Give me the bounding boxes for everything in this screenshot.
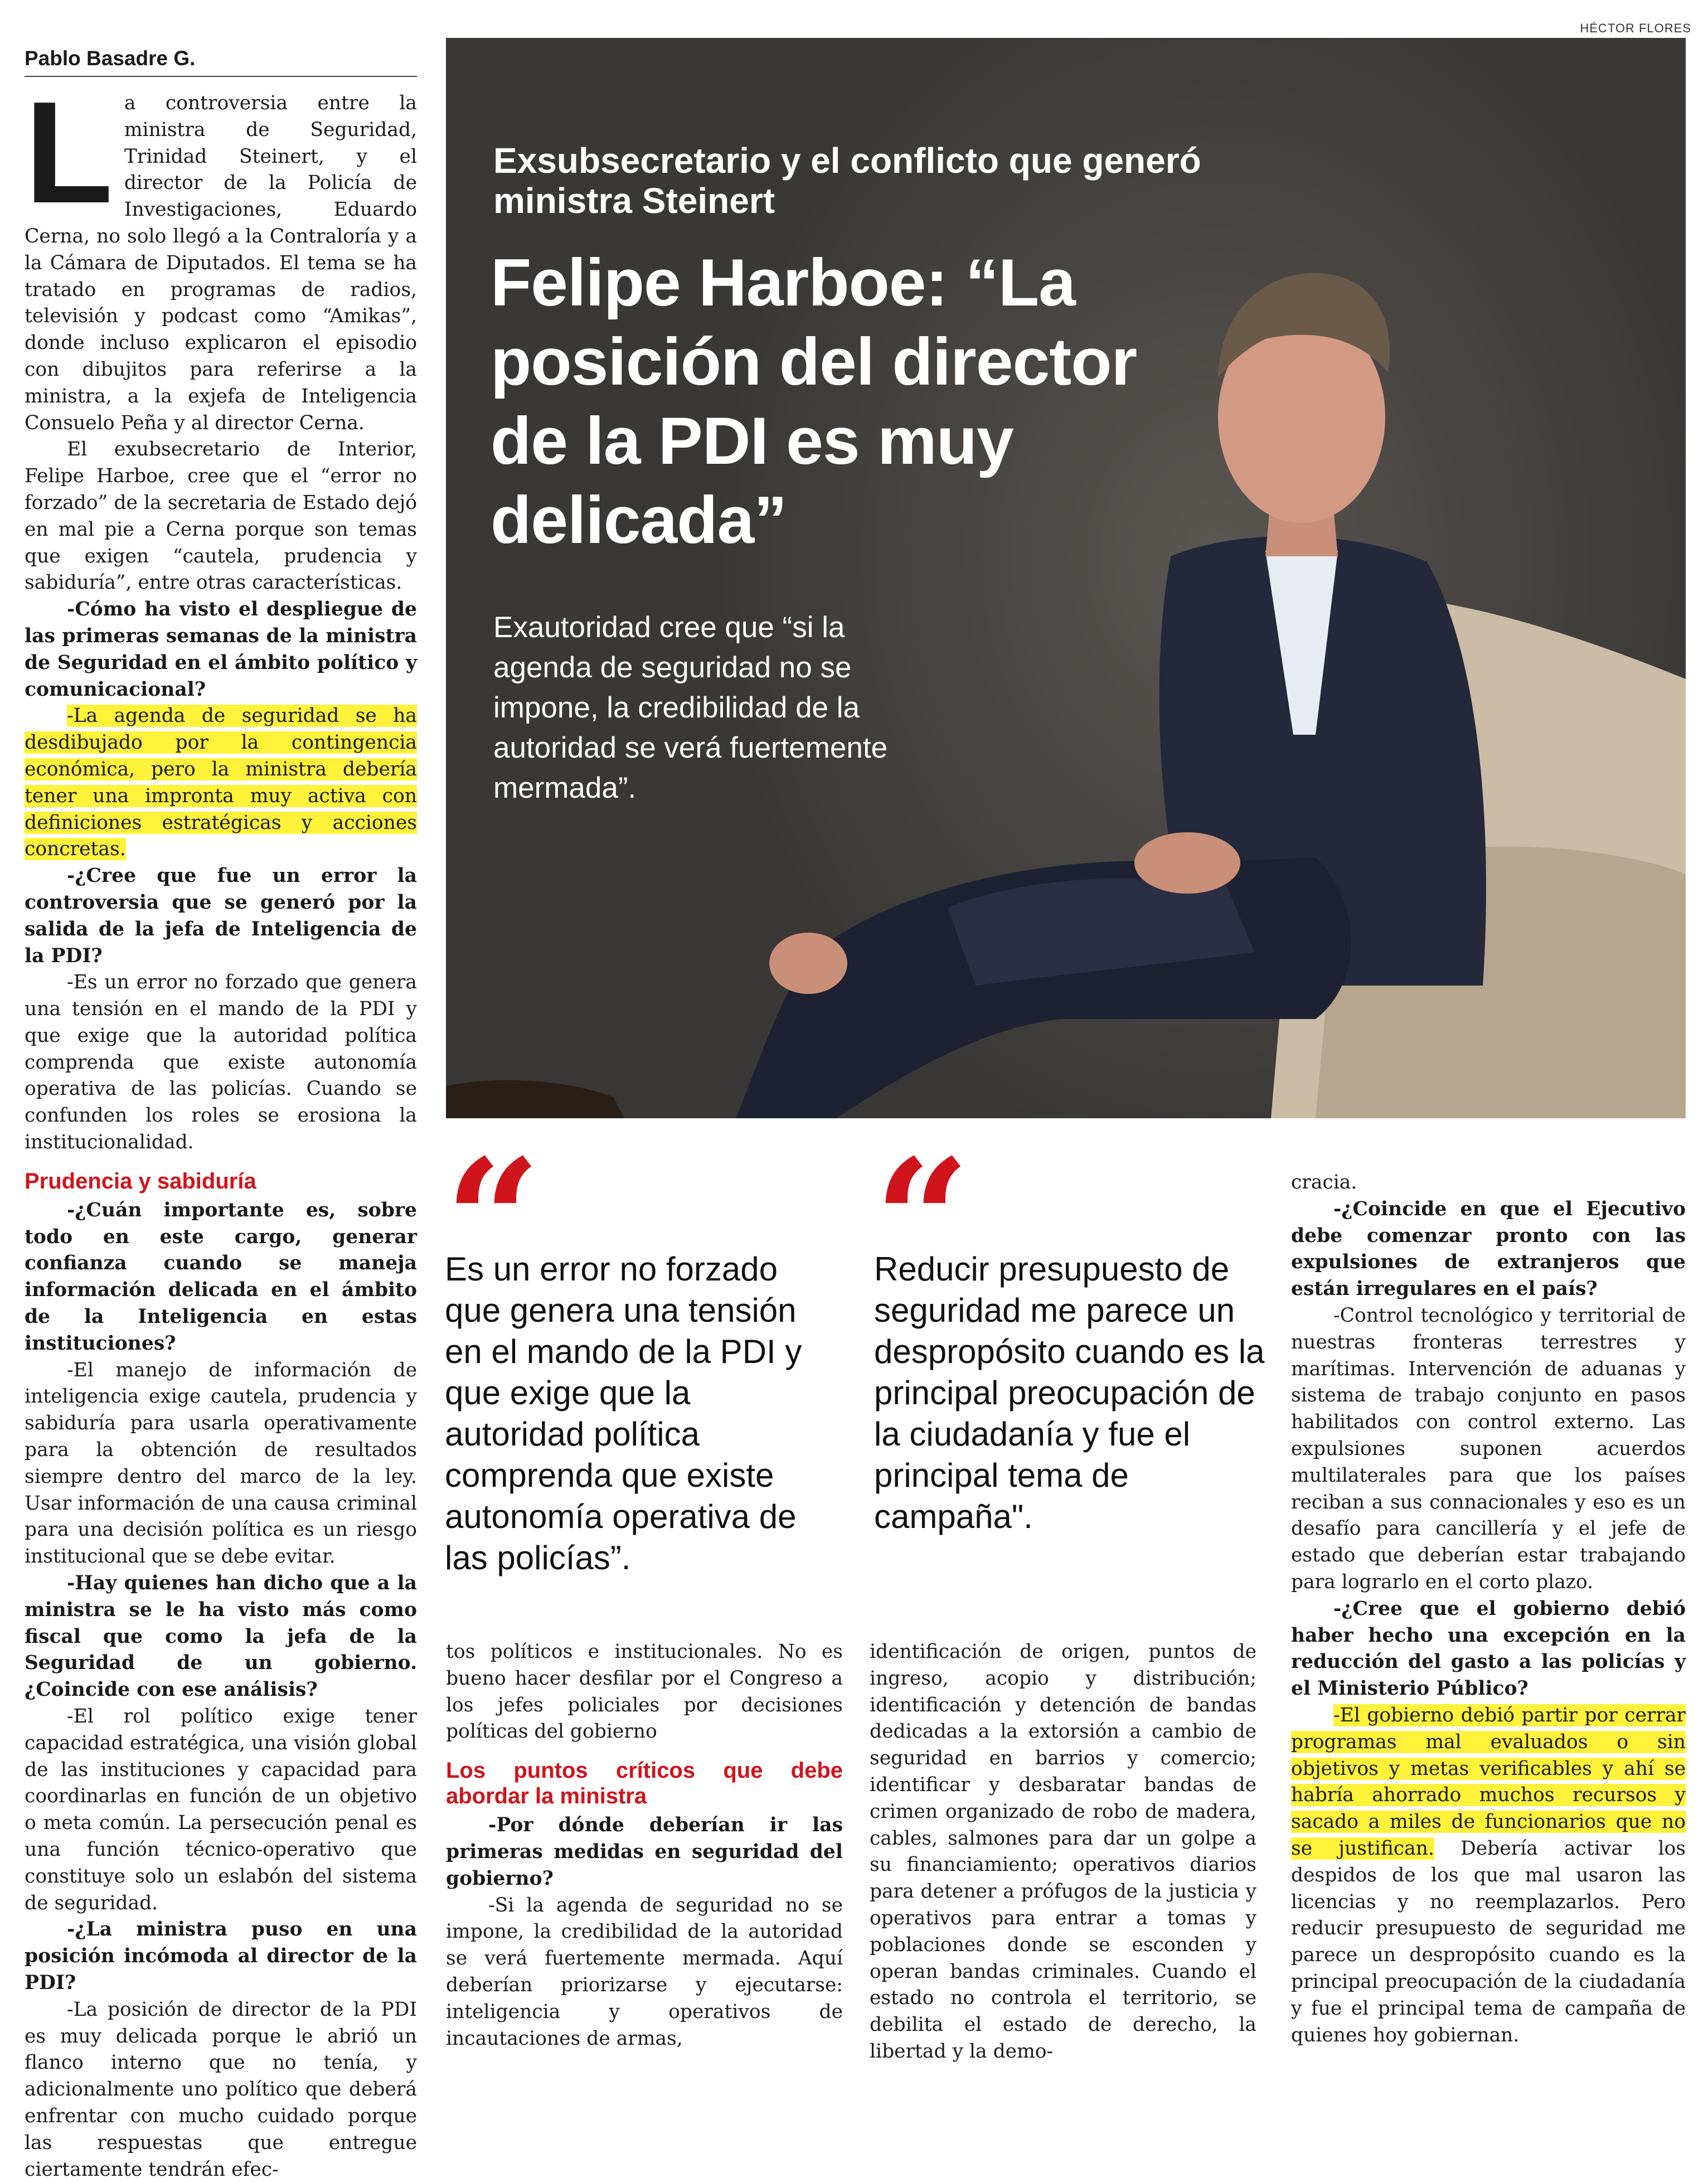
question: -Por dónde deberían ir las primeras medidas en seguridad del gobierno? (446, 1814, 843, 1890)
pull-quote-1 (445, 1122, 835, 1579)
pull-quote-text: Es un error no forzado que genera una tensión en el mando de la PDI y que exige que la autoridad política comprenda que existe autonomía operativa de las policías”. (445, 1250, 802, 1576)
paragraph: identificación de origen, puntos de ingreso, acopio y distribución; identificación y detención de bandas dedicadas a la extorsión a cambio de seguridad en barrios y comercio; identificar y desbaratar bandas de crimen organizado de robo de madera, cables, salmones para dar un golpe a su financiamiento; operativos diarios para detener a prófugos de la justicia y operativos para entrar a tomas y poblaciones donde se esconden y operan bandas criminales. Cuando el estado no controla el territorio, se debilita el estado de derecho, la libertad y la demo- (870, 1641, 1256, 2063)
question: -¿Cree que fue un error la controversia que se generó por la salida de la jefa de Inteligencia de la PDI? (25, 865, 417, 967)
pull-quote-2 (874, 1122, 1275, 1537)
paragraph: tos políticos e institucionales. No es bueno hacer desfilar por el Congreso a los jefes policiales por decisiones políticas del gobierno (446, 1641, 843, 1743)
subhead: Prudencia y sabiduría (25, 1168, 256, 1194)
question: -¿La ministra puso en una posición incómoda al director de la PDI? (25, 1918, 417, 1994)
headline: Felipe Harboe: “La posición del director de la PDI es muy delicada” (491, 245, 1137, 557)
question: -¿Cuán importante es, sobre todo en este cargo, generar confianza cuando se maneja información delicada en el ámbito de la Inteligencia en estas instituciones? (25, 1199, 417, 1355)
answer: -El manejo de información de inteligencia exige cautela, prudencia y sabiduría para usarla operativamente para la obtención de resultados siempre dentro del marco de la ley. Usar información de una causa criminal para una decisión política es un riesgo institucional que se debe evitar. (25, 1359, 417, 1568)
paragraph: a controversia entre la ministra de Seguridad, Trinidad Steinert, y el director de la Policía de Investigaciones, Eduardo Cerna, no solo llegó a la Contraloría y a la Cámara de Diputados. El tema se ha tratado en programas de radios, televisión y podcast como “Amikas”, donde incluso explicaron el episodio con dibujitos para referirse a la ministra, a la exjefa de Inteligencia Consuelo Peña y al director Cerna. (25, 92, 417, 434)
answer (25, 703, 417, 863)
drop-cap: L (25, 72, 113, 234)
answer: -Es un error no forzado que genera una tensión en el mando de la PDI y que exige que la autoridad política comprenda que existe autonomía operativa de las policías. Cuando se confunden los roles se erosiona la institucionalidad. (25, 971, 417, 1154)
answer: -Si la agenda de seguridad no se impone, la credibilidad de la autoridad se verá fuertemente mermada. Aquí deberían priorizarse y ejecutarse: inteligencia y operativos de incautaciones de armas, (446, 1894, 843, 2050)
question: -Cómo ha visto el despliegue de las primeras semanas de la ministra de Seguridad en el ámbito político y comunicacional? (25, 598, 417, 701)
answer (1291, 1702, 1686, 2049)
photo-credit: HÉCTOR FLORES (1580, 21, 1691, 35)
deck: Exautoridad cree que “si la agenda de seguridad no se impone, la credibilidad de la autoridad se verá fuertemente mermada”. (493, 611, 888, 804)
answer: -Control tecnológico y territorial de nuestras fronteras terrestres y marítimas. Intervención de aduanas y sistema de trabajo conjunto en pasos habilitados con control externo. Las expulsiones suponen acuerdos multilaterales para que los países reciban a sus connacionales y eso es un desafío para cancillería y el jefe de estado que deberían estar trabajando para lograrlo en el corto plazo. (1291, 1304, 1686, 1593)
column-1 (25, 72, 417, 2183)
column-4 (1291, 1170, 1686, 2049)
highlighted-answer: -El gobierno debió partir por cerrar programas mal evaluados o sin objetivos y metas verificables y ahí se habría ahorrado muchos recursos y sacado a miles de funcionarios que no se justifican. (1291, 1704, 1686, 1860)
question: -¿Coincide en que el Ejecutivo debe comenzar pronto con las expulsiones de extranjeros que están irregulares en el país? (1291, 1197, 1686, 1301)
question: -¿Cree que el gobierno debió haber hecho una excepción en la reducción del gasto a las policías y el Ministerio Público? (1291, 1597, 1686, 1700)
answer: -La posición de director de la PDI es muy delicada porque le abrió un flanco interno que no tenía, y adicionalmente uno político que deberá enfrentar con mucho cuidado porque las respuestas que entregue ciertamente tendrán efec- (25, 1998, 417, 2181)
answer: -El rol político exige tener capacidad estratégica, una visión global de las instituciones y capacidad para coordinarlas en función de un objetivo o meta común. La persecución penal es una función técnico-operativo que constituye solo un eslabón del sistema de seguridad. (25, 1705, 417, 1914)
byline: Pablo Basadre G. (25, 47, 417, 77)
question: -Hay quienes han dicho que a la ministra se le ha visto más como fiscal que como la jefa de la Seguridad de un gobierno. ¿Coincide con ese análisis? (25, 1572, 417, 1701)
paragraph: El exubsecretario de Interior, Felipe Harboe, cree que el “error no forzado” de la secretaria de Estado dejó en mal pie a Cerna porque son temas que exigen “cautela, prudencia y sabiduría”, entre otras características. (25, 438, 417, 594)
subhead: Los puntos críticos que debe abordar la ministra (446, 1758, 843, 1809)
answer-continuation: Debería activar los despidos de los que mal usaron las licencias y no reemplazarlos. Pero reducir presupuesto de seguridad me parece un despropósito cuando es la principal preocupación de la ciudadanía y fue el principal tema de campaña de quienes hoy gobiernan. (1291, 1837, 1686, 2046)
pull-quote-text: Reducir presupuesto de seguridad me parece un despropósito cuando es la principal preocupación de la ciudadanía y fue el principal tema de campaña". (874, 1250, 1265, 1535)
column-3 (870, 1639, 1256, 2065)
column-2 (446, 1639, 843, 2052)
quote-mark-icon: “ (445, 1122, 541, 1319)
highlighted-answer: -La agenda de seguridad se ha desdibujado por la contingencia económica, pero la ministra debería tener una impronta muy activa con definiciones estratégicas y acciones concretas. (25, 705, 417, 861)
paragraph: cracia. (1291, 1171, 1357, 1194)
quote-mark-icon: “ (874, 1122, 971, 1319)
hero-kicker: Exsubsecretario y el conflicto que generó ministra Steinert (493, 140, 1201, 221)
